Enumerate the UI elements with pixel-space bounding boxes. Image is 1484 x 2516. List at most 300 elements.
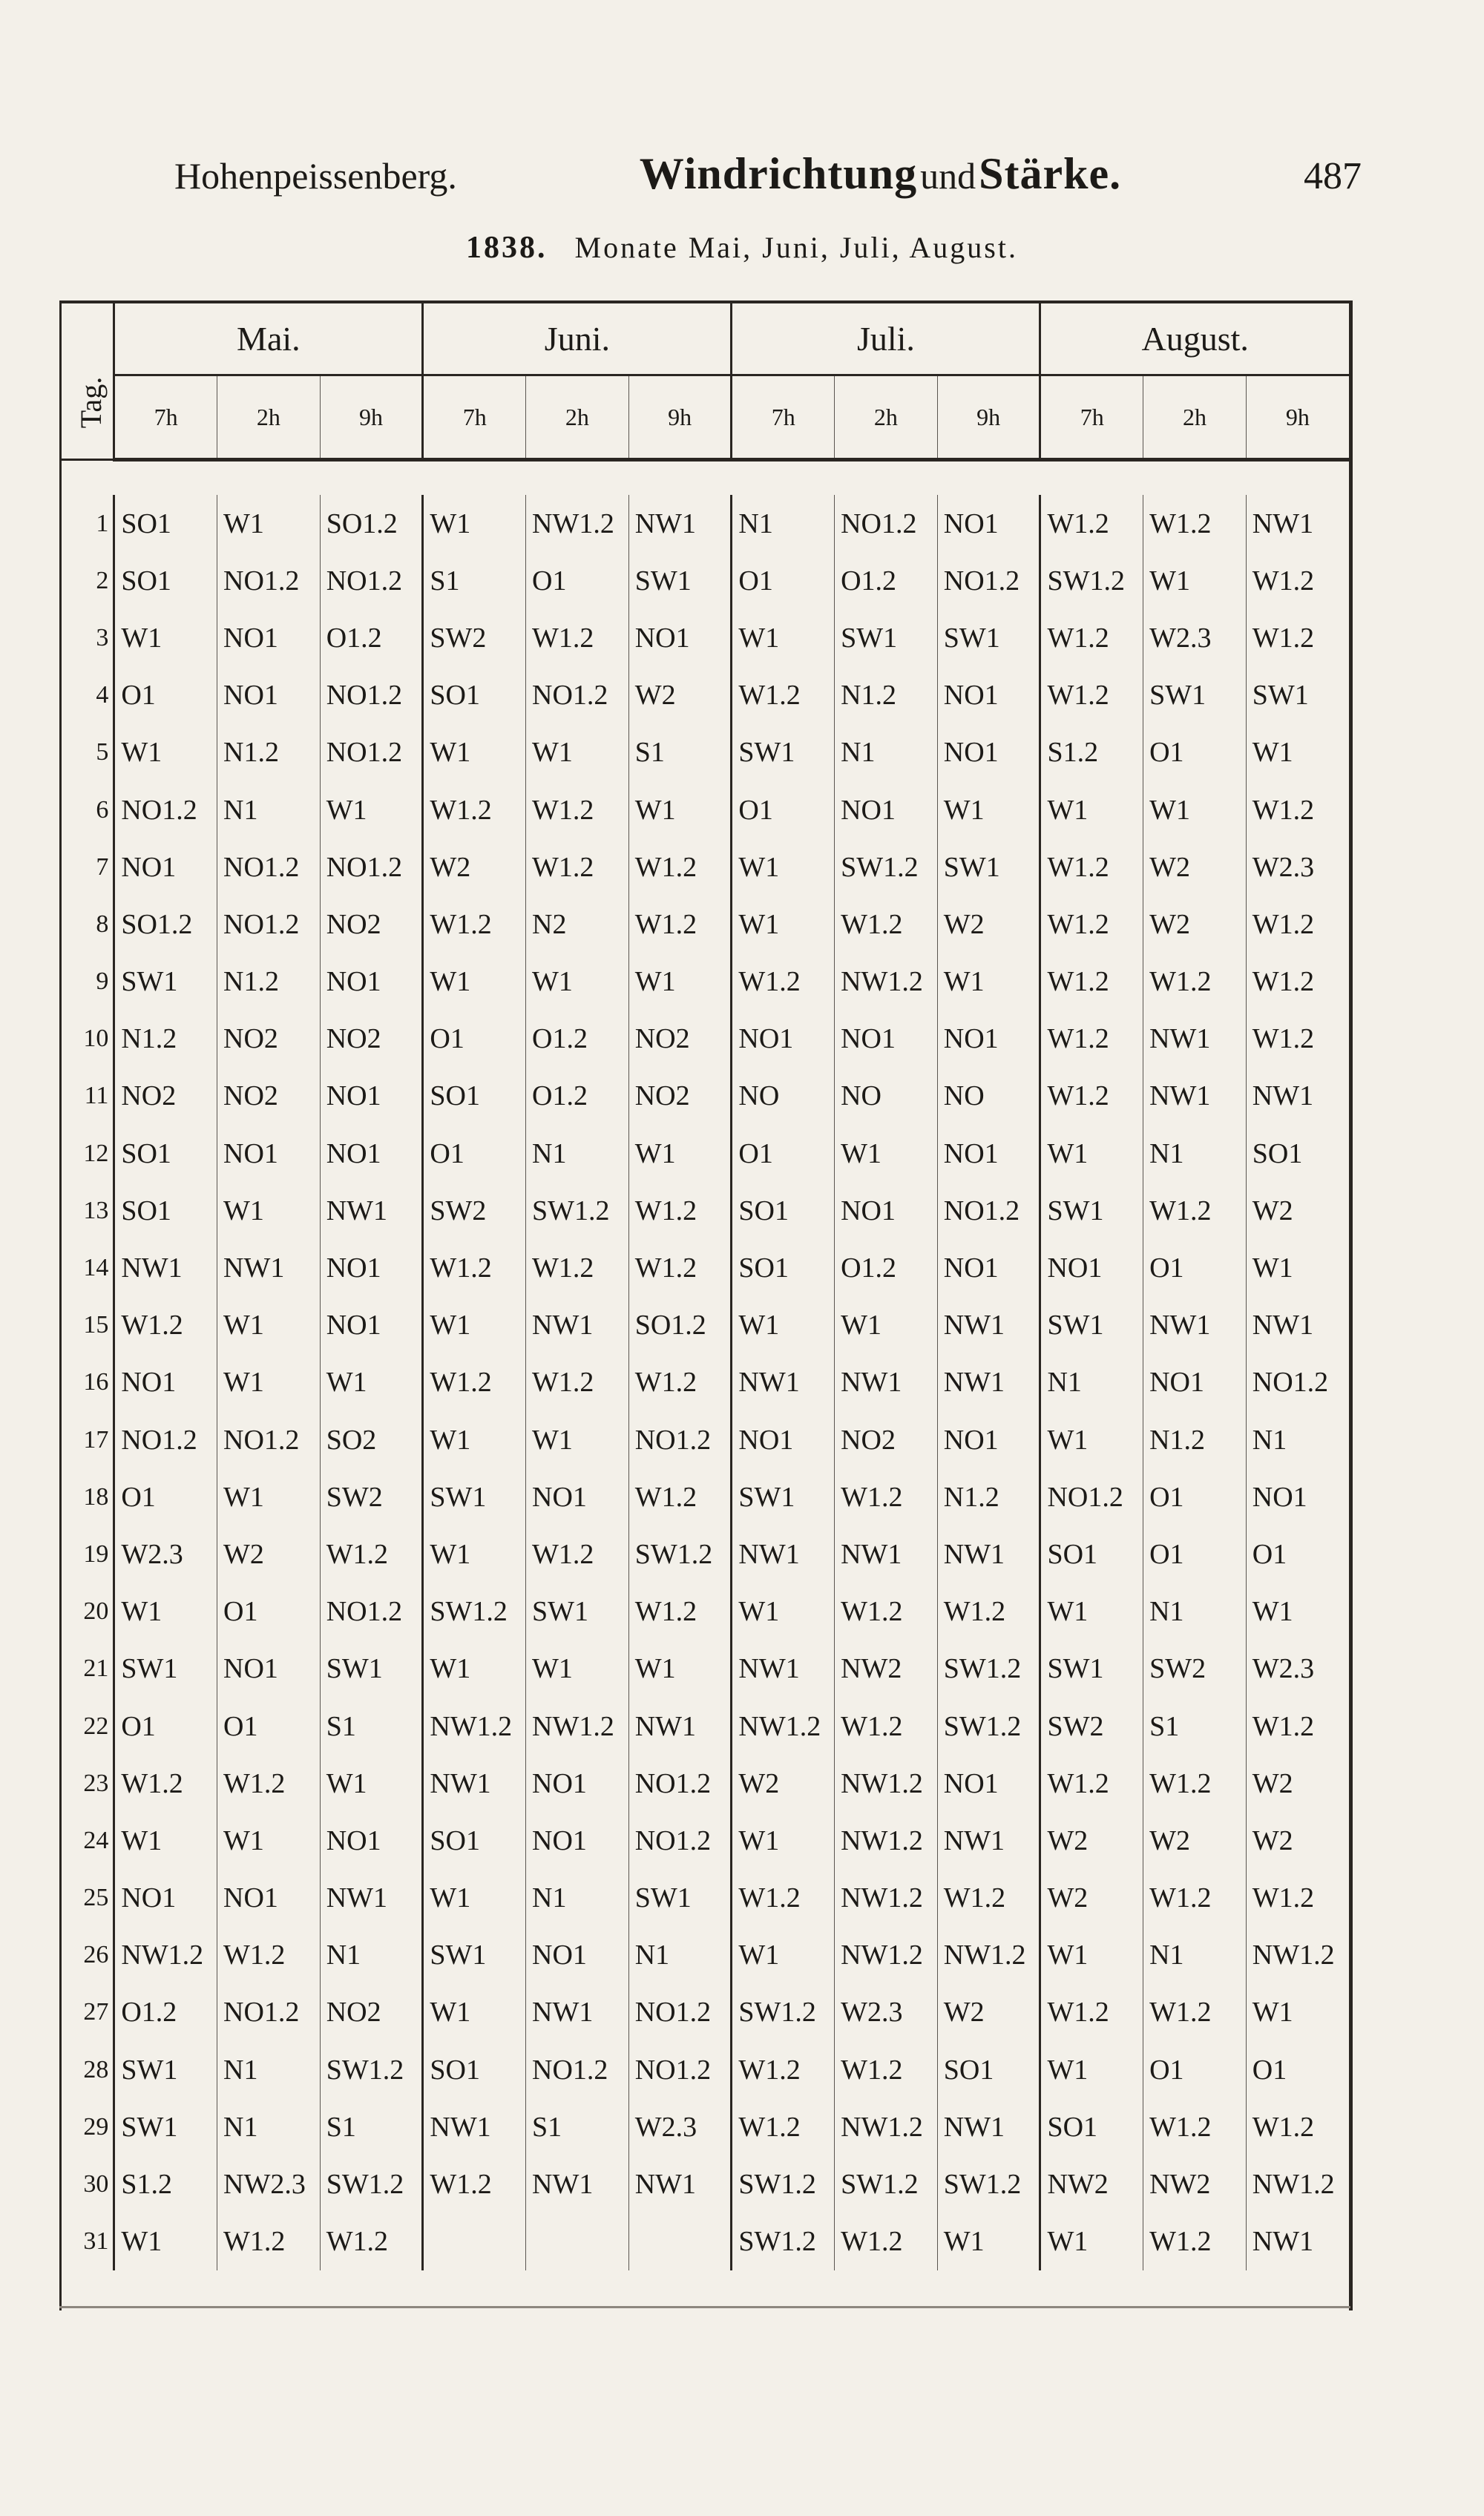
day-number: 30 [62, 2155, 114, 2213]
wind-cell: SO2 [320, 1411, 423, 1468]
wind-cell: W1.2 [1246, 896, 1349, 953]
wind-cell: W1 [114, 1583, 217, 1640]
wind-cell: W1.2 [628, 1239, 732, 1296]
wind-cell: W1.2 [1143, 2098, 1247, 2155]
wind-cell: W1.2 [835, 896, 938, 953]
wind-cell: W1 [217, 1182, 321, 1239]
wind-cell: O1 [217, 1698, 321, 1755]
wind-cell: NW1 [835, 1354, 938, 1411]
month-header: Juni. [423, 303, 732, 375]
wind-cell: W1.2 [423, 896, 526, 953]
wind-cell: NO1.2 [217, 552, 321, 609]
wind-cell: SW1 [732, 1468, 835, 1525]
day-number: 6 [62, 781, 114, 838]
day-number: 27 [62, 1984, 114, 2041]
wind-cell: W1.2 [1040, 896, 1143, 953]
wind-cell: SO1 [114, 1182, 217, 1239]
wind-cell: O1 [526, 552, 629, 609]
wind-cell: NW1.2 [526, 495, 629, 552]
wind-cell: W1.2 [1143, 1182, 1247, 1239]
wind-cell: NO1 [526, 1468, 629, 1525]
wind-cell: O1 [1143, 1239, 1247, 1296]
wind-cell: NO1.2 [628, 1812, 732, 1869]
wind-cell: NO1 [1246, 1468, 1349, 1525]
wind-cell: NW1.2 [835, 1755, 938, 1812]
wind-cell: W1 [1246, 1984, 1349, 2041]
wind-cell: W1.2 [628, 1182, 732, 1239]
wind-cell: SW1 [114, 2041, 217, 2098]
wind-cell: W1 [1143, 781, 1247, 838]
wind-cell: NW1 [217, 1239, 321, 1296]
wind-cell: W2 [1143, 896, 1247, 953]
wind-cell: W1.2 [732, 2041, 835, 2098]
wind-cell: SW1.2 [1040, 552, 1143, 609]
wind-cell: NW1.2 [732, 1698, 835, 1755]
wind-cell: NW1 [1246, 2213, 1349, 2270]
wind-cell: W2.3 [835, 1984, 938, 2041]
wind-cell: W1.2 [320, 1525, 423, 1583]
table-row [62, 1812, 1349, 1869]
hour-header: 9h [628, 375, 732, 460]
wind-cell: NW2 [835, 1640, 938, 1698]
wind-cell: W1 [114, 1812, 217, 1869]
wind-cell: W1.2 [526, 1525, 629, 1583]
table-row [62, 2155, 1349, 2213]
wind-cell: SO1 [1040, 1525, 1143, 1583]
table-row [62, 1640, 1349, 1698]
title-wind-direction: Windrichtung [639, 149, 918, 198]
table-row [62, 1698, 1349, 1755]
wind-cell [628, 2213, 732, 2270]
wind-cell: W1.2 [835, 1698, 938, 1755]
wind-cell: W1.2 [628, 1468, 732, 1525]
wind-cell: W1 [526, 1411, 629, 1468]
wind-cell: NO1.2 [835, 495, 938, 552]
wind-cell: W2 [1246, 1812, 1349, 1869]
wind-cell: N1 [526, 1125, 629, 1182]
table-row [62, 2213, 1349, 2270]
wind-cell: NW1 [732, 1354, 835, 1411]
wind-cell: SW1 [1246, 667, 1349, 724]
wind-cell: NW1 [526, 1297, 629, 1354]
wind-cell: N1.2 [1143, 1411, 1247, 1468]
wind-cell: NO1.2 [320, 838, 423, 896]
wind-cell: NO1.2 [217, 1411, 321, 1468]
hour-header: 7h [114, 375, 217, 460]
wind-cell: NO1 [937, 1011, 1040, 1068]
wind-cell: W1.2 [526, 1354, 629, 1411]
wind-cell: W1 [1143, 552, 1247, 609]
wind-cell: W1 [1040, 1927, 1143, 1984]
table-row [62, 667, 1349, 724]
wind-cell: N1 [1143, 1583, 1247, 1640]
hour-header-row [62, 375, 1349, 460]
wind-cell: SW1.2 [937, 1640, 1040, 1698]
wind-cell: NW2 [1040, 2155, 1143, 2213]
day-number: 18 [62, 1468, 114, 1525]
day-number: 4 [62, 667, 114, 724]
table-row [62, 1068, 1349, 1125]
table-row [62, 495, 1349, 552]
wind-cell: W1.2 [1246, 1870, 1349, 1927]
day-number: 13 [62, 1182, 114, 1239]
wind-cell: NW1 [937, 1297, 1040, 1354]
wind-cell: N1 [217, 781, 321, 838]
hour-header: 7h [423, 375, 526, 460]
day-number: 8 [62, 896, 114, 953]
month-header-row [62, 303, 1349, 375]
wind-cell: SW1 [320, 1640, 423, 1698]
wind-cell: O1 [114, 667, 217, 724]
wind-cell: N1 [217, 2041, 321, 2098]
table-row [62, 1984, 1349, 2041]
wind-cell: O1 [217, 1583, 321, 1640]
wind-cell: W2 [217, 1525, 321, 1583]
wind-cell: N2 [526, 896, 629, 953]
month-header: August. [1040, 303, 1349, 375]
day-number: 1 [62, 495, 114, 552]
day-number: 2 [62, 552, 114, 609]
wind-cell: NW1 [1246, 1068, 1349, 1125]
wind-cell: W1.2 [1143, 1755, 1247, 1812]
wind-cell: NW1 [628, 1698, 732, 1755]
wind-cell: W1 [423, 1297, 526, 1354]
wind-cell: S1 [320, 2098, 423, 2155]
wind-cell: S1.2 [114, 2155, 217, 2213]
wind-cell: W1 [114, 609, 217, 666]
day-number: 5 [62, 724, 114, 781]
day-number: 28 [62, 2041, 114, 2098]
wind-cell: W1 [1040, 1125, 1143, 1182]
wind-cell: SW1 [1040, 1182, 1143, 1239]
wind-cell: N1 [628, 1927, 732, 1984]
title-strength: Stärke. [979, 149, 1122, 198]
wind-cell: W1.2 [217, 2213, 321, 2270]
wind-cell: NW1.2 [835, 1870, 938, 1927]
wind-cell: O1 [1143, 724, 1247, 781]
wind-cell: SO1 [1040, 2098, 1143, 2155]
wind-cell: SO1 [937, 2041, 1040, 2098]
day-number: 3 [62, 609, 114, 666]
table-row [62, 953, 1349, 1011]
wind-cell: W1.2 [423, 2155, 526, 2213]
table-row [62, 1870, 1349, 1927]
wind-cell: NW1 [628, 495, 732, 552]
wind-cell: N1 [217, 2098, 321, 2155]
day-number: 23 [62, 1755, 114, 1812]
wind-cell: SW1.2 [732, 2213, 835, 2270]
table-row [62, 609, 1349, 666]
wind-cell: NO2 [628, 1068, 732, 1125]
wind-cell: NO1 [320, 1239, 423, 1296]
wind-cell: NO1 [114, 1354, 217, 1411]
wind-cell: NO1.2 [526, 667, 629, 724]
wind-cell: NO2 [320, 1011, 423, 1068]
wind-cell: S1 [320, 1698, 423, 1755]
wind-cell: NO1 [1143, 1354, 1247, 1411]
wind-cell: NW1.2 [526, 1698, 629, 1755]
wind-cell: SO1 [1246, 1125, 1349, 1182]
wind-cell: NO1.2 [217, 838, 321, 896]
wind-cell: NO2 [835, 1411, 938, 1468]
wind-cell: W1 [732, 1812, 835, 1869]
wind-cell: NO1 [217, 1870, 321, 1927]
wind-cell: W2 [628, 667, 732, 724]
day-column-header [62, 303, 114, 460]
wind-cell: SW1.2 [320, 2041, 423, 2098]
wind-cell: N1.2 [114, 1011, 217, 1068]
wind-cell: W1.2 [1246, 2098, 1349, 2155]
wind-cell: W1.2 [217, 1755, 321, 1812]
months-caption: Monate Mai, Juni, Juli, August. [574, 231, 1018, 264]
wind-cell: NO1 [835, 1182, 938, 1239]
wind-cell: SW2 [423, 609, 526, 666]
wind-cell: W1 [1246, 1583, 1349, 1640]
wind-cell: NW1 [1143, 1068, 1247, 1125]
wind-cell: O1 [732, 552, 835, 609]
wind-cell: O1 [1143, 1468, 1247, 1525]
wind-cell: NO1.2 [628, 1984, 732, 2041]
wind-cell: O1.2 [114, 1984, 217, 2041]
wind-cell: SW1 [937, 838, 1040, 896]
hour-header: 9h [320, 375, 423, 460]
wind-cell: NW1.2 [835, 1812, 938, 1869]
wind-cell: N1.2 [217, 953, 321, 1011]
wind-cell: NW1 [526, 1984, 629, 2041]
wind-cell: SW1.2 [937, 1698, 1040, 1755]
wind-cell: W2.3 [1246, 1640, 1349, 1698]
wind-cell: SW1 [628, 1870, 732, 1927]
wind-cell: S1 [423, 552, 526, 609]
wind-cell: O1 [732, 1125, 835, 1182]
wind-cell: W1.2 [1040, 1755, 1143, 1812]
wind-cell: W2.3 [1143, 609, 1247, 666]
wind-cell: W1.2 [628, 838, 732, 896]
wind-cell: NO1.2 [320, 1583, 423, 1640]
wind-cell: NO1.2 [320, 724, 423, 781]
day-number: 25 [62, 1870, 114, 1927]
table-row [62, 1297, 1349, 1354]
wind-cell: SW1.2 [835, 838, 938, 896]
hour-header: 7h [732, 375, 835, 460]
wind-cell: NW1.2 [835, 1927, 938, 1984]
wind-cell: SW1.2 [732, 1984, 835, 2041]
wind-cell: NO2 [217, 1011, 321, 1068]
wind-cell: W2 [1143, 1812, 1247, 1869]
wind-cell: SW1 [732, 724, 835, 781]
table-row [62, 1525, 1349, 1583]
wind-cell: O1.2 [320, 609, 423, 666]
wind-cell: W1 [423, 953, 526, 1011]
wind-cell: NO1 [320, 1297, 423, 1354]
wind-cell: NO [937, 1068, 1040, 1125]
wind-cell: W1.2 [1040, 609, 1143, 666]
day-number: 11 [62, 1068, 114, 1125]
table-row [62, 1411, 1349, 1468]
wind-cell: NW1 [526, 2155, 629, 2213]
day-number: 17 [62, 1411, 114, 1468]
wind-cell: W1.2 [423, 781, 526, 838]
wind-cell: W1.2 [1040, 1984, 1143, 2041]
table-row [62, 1011, 1349, 1068]
wind-cell: W2.3 [1246, 838, 1349, 896]
wind-cell: W1.2 [1246, 781, 1349, 838]
wind-cell: NO1 [937, 1411, 1040, 1468]
wind-cell: NO1 [1040, 1239, 1143, 1296]
wind-cell: SW1 [1040, 1640, 1143, 1698]
wind-cell: O1 [1246, 1525, 1349, 1583]
wind-cell: W1 [1040, 1411, 1143, 1468]
wind-cell: NW1 [937, 2098, 1040, 2155]
wind-cell: W1 [628, 781, 732, 838]
wind-cell: N1 [1143, 1125, 1247, 1182]
wind-cell: O1 [1246, 2041, 1349, 2098]
wind-cell: SO1 [114, 495, 217, 552]
table-row [62, 838, 1349, 896]
hour-header: 2h [217, 375, 321, 460]
wind-cell: NO1 [526, 1927, 629, 1984]
wind-cell: W1.2 [937, 1870, 1040, 1927]
wind-cell: W2 [1246, 1182, 1349, 1239]
day-number: 24 [62, 1812, 114, 1869]
wind-cell: W1 [732, 609, 835, 666]
wind-cell: W1 [1040, 2213, 1143, 2270]
wind-cell: W1.2 [1040, 838, 1143, 896]
wind-cell: N1 [1143, 1927, 1247, 1984]
wind-cell: W1.2 [1040, 953, 1143, 1011]
wind-cell: N1 [526, 1870, 629, 1927]
wind-cell: W2 [1040, 1812, 1143, 1869]
wind-cell: NO1 [732, 1011, 835, 1068]
table-row [62, 781, 1349, 838]
wind-cell: SW2 [1040, 1698, 1143, 1755]
wind-cell: W1 [423, 1525, 526, 1583]
wind-cell: SW1 [114, 2098, 217, 2155]
wind-cell: NW2.3 [217, 2155, 321, 2213]
wind-cell: NO1 [320, 1125, 423, 1182]
wind-cell: SO1 [114, 552, 217, 609]
wind-cell: NW1 [937, 1525, 1040, 1583]
wind-cell: NO [835, 1068, 938, 1125]
table-row [62, 1468, 1349, 1525]
wind-cell: NO2 [217, 1068, 321, 1125]
wind-cell: NO1 [937, 1125, 1040, 1182]
wind-cell: NO1.2 [628, 1755, 732, 1812]
day-number: 9 [62, 953, 114, 1011]
wind-cell: SW1 [628, 552, 732, 609]
wind-cell: SW1 [835, 609, 938, 666]
wind-cell: W1.2 [628, 896, 732, 953]
wind-cell: W1 [320, 781, 423, 838]
wind-cell: W1 [423, 1984, 526, 2041]
day-number: 7 [62, 838, 114, 896]
wind-table [59, 300, 1353, 2310]
day-number: 15 [62, 1297, 114, 1354]
wind-cell: NW1.2 [423, 1698, 526, 1755]
wind-cell: W1 [320, 1354, 423, 1411]
wind-cell: NO1 [320, 1812, 423, 1869]
wind-cell: SW1 [423, 1468, 526, 1525]
wind-cell: W1 [1246, 1239, 1349, 1296]
wind-cell: SO1 [423, 667, 526, 724]
subheader [0, 230, 1484, 266]
wind-cell: NO1 [937, 667, 1040, 724]
wind-cell: SW1 [114, 953, 217, 1011]
wind-cell: NO1 [835, 781, 938, 838]
wind-cell: NO1 [526, 1755, 629, 1812]
wind-cell: W1.2 [835, 2041, 938, 2098]
wind-cell: SW2 [423, 1182, 526, 1239]
wind-cell: NW1 [423, 1755, 526, 1812]
wind-cell: NO1.2 [628, 1411, 732, 1468]
wind-cell: SW1 [423, 1927, 526, 1984]
hour-header: 9h [1246, 375, 1349, 460]
wind-cell: W1.2 [835, 1468, 938, 1525]
wind-cell: NW1.2 [1246, 1927, 1349, 1984]
wind-cell: W1 [217, 495, 321, 552]
wind-cell: W1 [732, 1297, 835, 1354]
day-number: 21 [62, 1640, 114, 1698]
wind-cell: W1.2 [526, 838, 629, 896]
year-label: 1838. [466, 231, 548, 265]
wind-cell: NW1 [628, 2155, 732, 2213]
wind-cell: W1 [423, 1411, 526, 1468]
wind-cell: NO1 [217, 667, 321, 724]
wind-cell: W1.2 [114, 1755, 217, 1812]
wind-cell: W1 [423, 724, 526, 781]
wind-cell: N1 [732, 495, 835, 552]
wind-cell: W1.2 [835, 2213, 938, 2270]
wind-cell: NW1 [1246, 495, 1349, 552]
wind-cell: NO [732, 1068, 835, 1125]
wind-cell: W1 [732, 1583, 835, 1640]
wind-cell: O1 [114, 1468, 217, 1525]
wind-cell: NW1.2 [835, 2098, 938, 2155]
wind-cell: NW1 [320, 1182, 423, 1239]
wind-cell: NW1.2 [1246, 2155, 1349, 2213]
day-header-label: Tag. [74, 376, 108, 429]
wind-cell: NW1 [732, 1525, 835, 1583]
wind-cell: N1.2 [835, 667, 938, 724]
wind-cell: NW2 [1143, 2155, 1247, 2213]
wind-cell: NO1 [217, 1125, 321, 1182]
wind-cell: W2 [1040, 1870, 1143, 1927]
wind-cell: W1.2 [1246, 1698, 1349, 1755]
wind-cell: W1.2 [114, 1297, 217, 1354]
wind-cell: NO1 [835, 1011, 938, 1068]
wind-cell: W1.2 [423, 1354, 526, 1411]
wind-cell: SO1 [732, 1239, 835, 1296]
wind-cell: W1.2 [1143, 1984, 1247, 2041]
wind-cell: NO2 [320, 1984, 423, 2041]
wind-cell: NO1 [526, 1812, 629, 1869]
wind-cell: SW2 [1143, 1640, 1247, 1698]
day-number: 19 [62, 1525, 114, 1583]
wind-cell: NO1 [320, 1068, 423, 1125]
wind-cell: W1.2 [628, 1583, 732, 1640]
wind-cell: W2 [732, 1755, 835, 1812]
wind-cell: N1 [1246, 1411, 1349, 1468]
wind-cell: NO1 [937, 1755, 1040, 1812]
wind-cell: O1 [423, 1011, 526, 1068]
wind-cell: NW1 [937, 1812, 1040, 1869]
wind-cell: NO1.2 [526, 2041, 629, 2098]
hour-header: 9h [937, 375, 1040, 460]
wind-cell: O1 [1143, 2041, 1247, 2098]
table-row [62, 1927, 1349, 1984]
wind-cell: SW1.2 [526, 1182, 629, 1239]
wind-cell [423, 2213, 526, 2270]
